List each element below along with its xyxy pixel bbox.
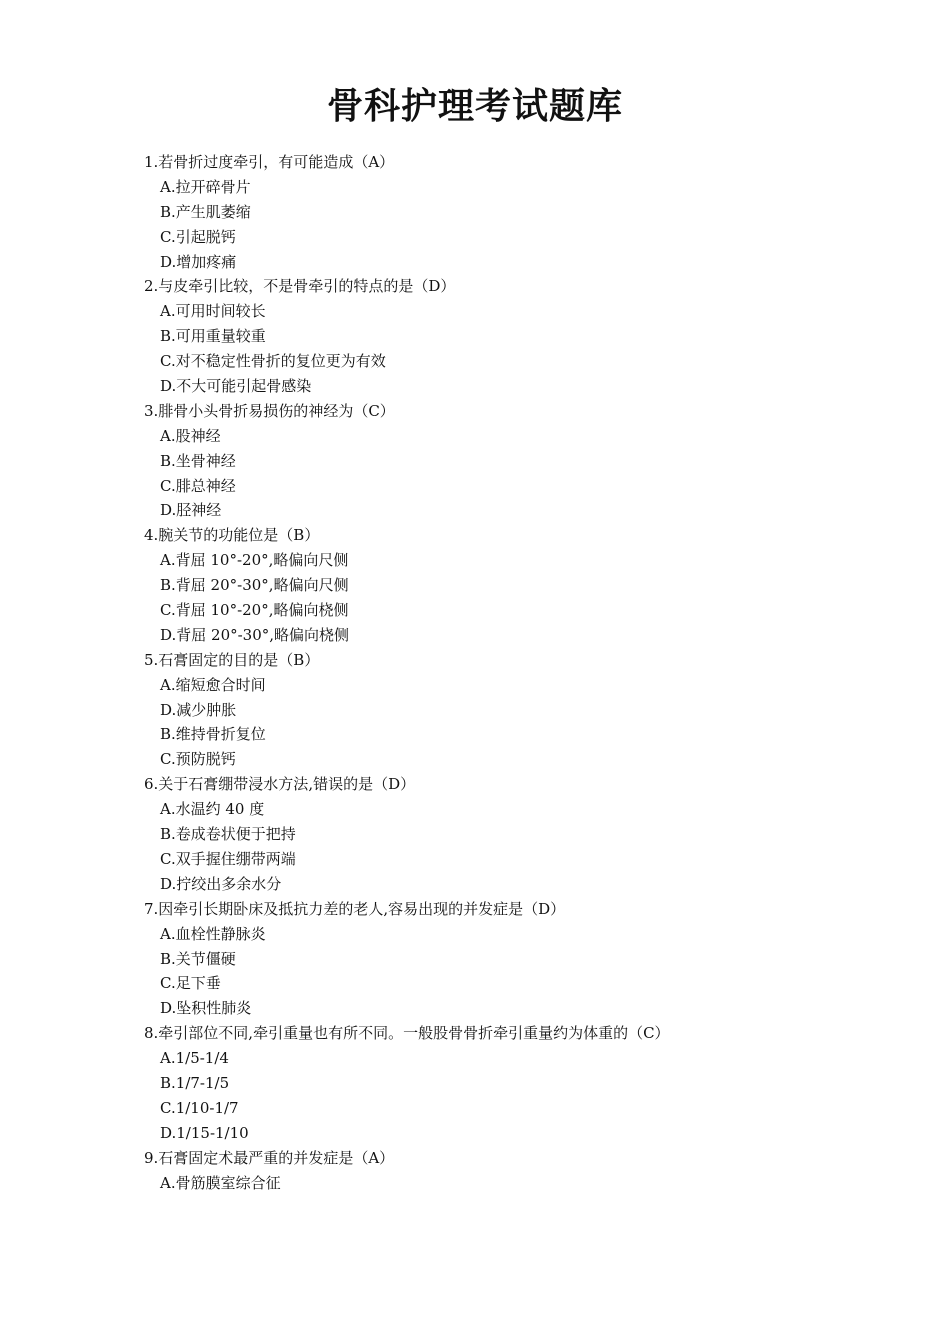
question-block	[144, 1021, 884, 1145]
answer-option: A.骨筋膜室综合征	[160, 1173, 281, 1192]
answer-option: A.缩短愈合时间	[160, 675, 266, 694]
answer-option: C.腓总神经	[160, 476, 236, 495]
answer-option: A.1/5-1/4	[160, 1049, 229, 1068]
question-stem: 5.石膏固定的目的是（B）	[144, 650, 320, 669]
question-block	[144, 399, 884, 523]
question-stem: 3.腓骨小头骨折易损伤的神经为（C）	[144, 401, 395, 420]
question-stem: 6.关于石膏绷带浸水方法,错误的是（D）	[144, 775, 416, 794]
answer-option: D.不大可能引起骨感染	[160, 377, 312, 396]
answer-option: C.预防脱钙	[160, 750, 236, 769]
answer-option: A.拉开碎骨片	[160, 177, 251, 196]
question-list	[144, 150, 884, 1195]
answer-option: B.可用重量较重	[160, 327, 266, 346]
answer-option: A.股神经	[160, 426, 221, 445]
answer-option: D.胫神经	[160, 501, 222, 520]
answer-option: D.减少肿胀	[160, 700, 237, 719]
answer-option: A.水温约 40 度	[160, 800, 265, 819]
question-block	[144, 772, 884, 896]
question-block	[144, 274, 884, 398]
answer-option: B.关节僵硬	[160, 949, 236, 968]
answer-option: C.足下垂	[160, 974, 221, 993]
answer-option: A.可用时间较长	[160, 302, 266, 321]
question-stem: 1.若骨折过度牵引，有可能造成（A）	[144, 153, 395, 171]
answer-option: B.1/7-1/5	[160, 1073, 230, 1092]
answer-option: A.血栓性静脉炎	[160, 924, 266, 943]
answer-option: D.1/15-1/10	[160, 1123, 249, 1142]
question-stem: 4.腕关节的功能位是（B）	[144, 526, 320, 545]
answer-option: B.产生肌萎缩	[160, 202, 251, 221]
question-block	[144, 1146, 884, 1196]
answer-option: C.双手握住绷带两端	[160, 849, 296, 868]
answer-option: B.背屈 20°-30°,略偏向尺侧	[160, 576, 349, 595]
answer-option: D.增加疼痛	[160, 252, 237, 271]
answer-option: D.背屈 20°-30°,略偏向桡侧	[160, 625, 350, 644]
answer-option: B.卷成卷状便于把持	[160, 825, 296, 844]
answer-option: D.拧绞出多余水分	[160, 874, 282, 893]
answer-option: D.坠积性肺炎	[160, 999, 252, 1018]
question-block	[144, 648, 884, 772]
question-stem: 8.牵引部位不同,牵引重量也有所不同。一般股骨骨折牵引重量约为体重的（C）	[144, 1024, 670, 1043]
question-stem: 2.与皮牵引比较，不是骨牵引的特点的是（D）	[144, 277, 456, 296]
question-stem: 7.因牵引长期卧床及抵抗力差的老人,容易出现的并发症是（D）	[144, 899, 566, 918]
question-block	[144, 150, 884, 274]
question-block	[144, 897, 884, 1021]
question-block	[144, 523, 884, 647]
answer-option: C.对不稳定性骨折的复位更为有效	[160, 352, 386, 371]
answer-option: A.背屈 10°-20°,略偏向尺侧	[160, 551, 349, 570]
document-title: 骨科护理考试题库	[326, 85, 623, 127]
answer-option: B.维持骨折复位	[160, 725, 266, 744]
answer-option: C.1/10-1/7	[160, 1098, 239, 1117]
answer-option: C.引起脱钙	[160, 227, 236, 246]
answer-option: B.坐骨神经	[160, 451, 236, 470]
answer-option: C.背屈 10°-20°,略偏向桡侧	[160, 601, 349, 620]
question-stem: 9.石膏固定术最严重的并发症是（A）	[144, 1148, 395, 1167]
